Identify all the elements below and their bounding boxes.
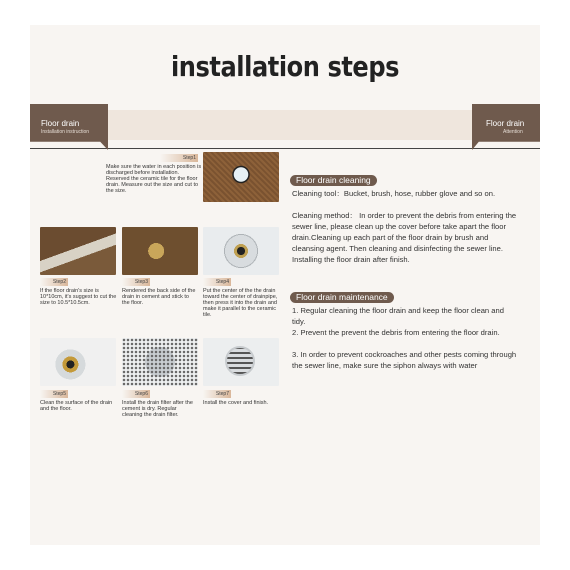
- cleaning-method-text: Cleaning method： In order to prevent the debris from entering the sewer line, please clean up the cover before take apart the floor drain.Cleaning up each part of the floor drain by brush and cleansing agent. Then cleaning and disinfecting the sewer line. Installing the floor drain after finish.: [292, 211, 517, 264]
- maintenance-item-2: 2. Prevent the prevent the debris from entering the floor drain.: [292, 328, 500, 337]
- step6-text: Install the drain filter after the cement is dry. Regular cleaning the drain filter.: [122, 400, 193, 418]
- step6-tag: Step6: [122, 390, 150, 398]
- left-tab-subtitle: Installation instruction: [41, 129, 90, 135]
- maintenance-item-1: 1. Regular cleaning the floor drain and keep the floor clean and tidy.: [292, 306, 504, 326]
- step1-text: Make sure the water in each position is discharged before installation. Reserved the ceramic tile for the floor drain. Measure out the size and cut to the size.: [106, 164, 202, 194]
- step1-photo: [203, 152, 279, 202]
- step2-tag: Step2: [40, 278, 68, 286]
- right-tab-subtitle: Attention: [503, 129, 523, 135]
- cleaning-tool-text: Cleaning tool：Bucket, brush, hose, rubber glove and so on.: [292, 189, 496, 198]
- page-title: installation steps: [170, 50, 400, 83]
- maintenance-section-title: Floor drain maintenance: [290, 292, 394, 303]
- right-tab-title: Floor drain: [486, 119, 525, 128]
- step7-photo: [203, 338, 279, 386]
- step5-tag: Step5: [40, 390, 68, 398]
- step4-tag: Step4: [203, 278, 231, 286]
- step3-text: Rendered the back side of the drain in cement and stick to the floor.: [122, 288, 196, 306]
- drain-cover-grille: [225, 346, 255, 376]
- step3-photo: [122, 227, 198, 275]
- step3-tag: Step3: [122, 278, 150, 286]
- step4-photo: [203, 227, 279, 275]
- step5-text: Clean the surface of the drain and the floor.: [40, 400, 113, 412]
- step7-tag: Step7: [203, 390, 231, 398]
- step6-photo: [122, 338, 198, 386]
- cleaning-section-title: Floor drain cleaning: [290, 175, 377, 186]
- step5-photo: [40, 338, 116, 386]
- page-background: [30, 25, 540, 545]
- left-tab-title: Floor drain: [41, 119, 80, 128]
- step2-text: If the floor drain's size is 10*10cm, it's suggest to cut the size to 10.5*10.5cm.: [40, 288, 117, 306]
- step7-text: Install the cover and finish.: [203, 400, 269, 406]
- step1-tag: Step1: [160, 154, 198, 162]
- step2-photo: [40, 227, 116, 275]
- step4-text: Put the center of the the drain toward the center of drainpipe, then press it into the drain and make it parallel to the ceramic tile.: [203, 288, 278, 318]
- maintenance-item-3: 3. In order to prevent cockroaches and other pests coming through the sewer line, make sure the siphon always with water: [292, 350, 517, 370]
